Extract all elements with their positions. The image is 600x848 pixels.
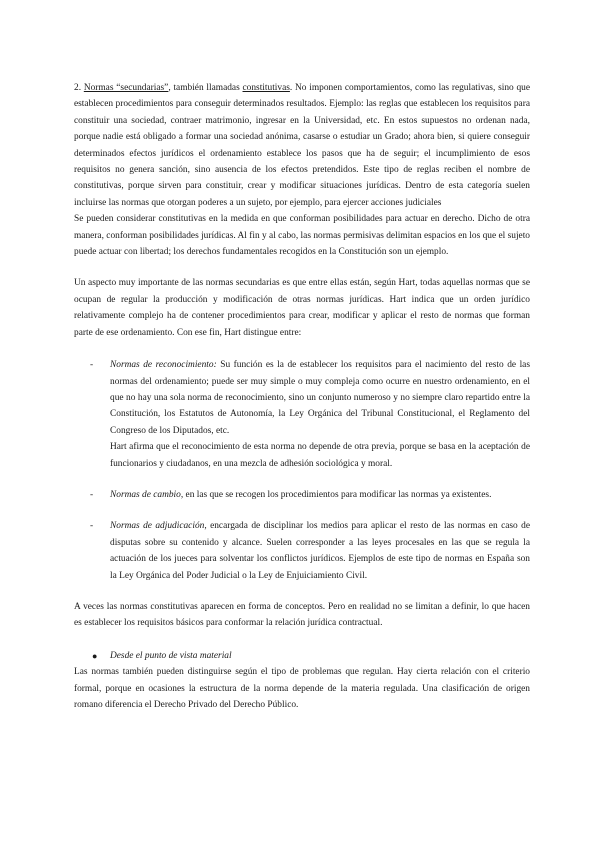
section-body-text: . No imponen comportamientos, como las regulativas, sino que establecen procedimientos para conseguir determinados resultados. Ejemplo: las reglas que establecen los requisitos para constituir una sociedad, contraer matrimonio, ingresar en la Universidad, etc. En estos supuestos no ordenan nada, porque nadie está obligado a formar una sociedad anónima, casarse o estudiar un Grado; ahora bien, si quiere conseguir determinados efectos jurídicos el ordenamiento establece los pasos que ha de seguir; el incumplimiento de esos requisitos no genera sanción, sino ausencia de los efectos pretendidos. Este tipo de reglas reciben el nombre de constitutivas, porque sirven para constituir, crear y modificar situaciones jurídicas. Dentro de esta categoría suelen incluirse las normas que otorgan poderes a un sujeto, por ejemplo, para ejercer acciones judiciales (74, 83, 531, 208)
paragraph-permissive: Se pueden considerar constitutivas en la medida en que conforman posibilidades para actuar en derecho. Dicho de otra manera, conforman posibilidades jurídicas. Al fin y al cabo, las normas permisivas delimitan espacios en los que el sujeto puede actuar con libertad; los derechos fundamentales recogidos en la Constitución son un ejemplo. (74, 214, 530, 258)
item-text: , encargada de disciplinar los medios para aplicar el resto de las normas en caso de disputas sobre su contenido y alcance. Suelen corresponder a las leyes procesales en las que se regula la actuación de los jueces para solventar los conflictos jurídicos. Ejemplos de este tipo de normas en España son la Ley Orgánica del Poder Judicial o la Ley de Enjuiciamiento Civil. (110, 521, 530, 581)
paragraph-hart: Un aspecto muy importante de las normas secundarias es que entre ellas están, según Hart, todas aquellas normas que se ocupan de regular la producción y modificación de otras normas jurídicas. Hart indica que un orden jurídico relativamente complejo ha de contener procedimientos para crear, modificar y aplicar el resto de normas que forman parte de ese ordenamiento. Con ese fin, Hart distingue entre: (74, 278, 530, 338)
item-title: Normas de reconocimiento: (110, 360, 217, 371)
term-secundarias: Normas “secundarias” (83, 83, 169, 93)
paragraph-concepts: A veces las normas constitutivas aparecen en forma de conceptos. Pero en realidad no se limitan a definir, lo que hacen es establecer los requisitos básicos para conformar la relación jurídica contractual. (74, 601, 530, 629)
list-item-adjudicacion (74, 518, 530, 584)
section-2-paragraph (74, 80, 530, 211)
paragraph-material: Las normas también pueden distinguirse según el tipo de problemas que regulan. Hay cierta relación con el criterio formal, porque en ocasiones la estructura de la norma depende de la materia regulada. Una clasificación de origen romano diferencia el Derecho Privado del Derecho Público. (74, 667, 530, 710)
section-mid-text: , también llamadas (168, 83, 243, 93)
item-extra: Hart afirma que el reconocimiento de esta norma no depende de otra previa, porque se basa en la aceptación de funcionarios y ciudadanos, en una mezcla de adhesión sociológica y moral. (110, 442, 530, 469)
list-item-cambio (74, 487, 530, 503)
item-title: Normas de cambio, (110, 489, 184, 500)
item-title: Normas de adjudicación (110, 521, 205, 532)
norm-types-list (74, 357, 530, 584)
item-text: Su función es la de establecer los requisitos para el nacimiento del resto de las normas del ordenamiento; puede ser muy simple o muy compleja como ocurre en nuestro ordenamiento, en el que no hay una sola norma de reconocimiento, sino un conjunto numeroso y no siempre claro repartido entre la Constitución, los Estatutos de Autonomía, la Ley Orgánica del Tribunal Constitucional, el Reglamento del Congreso de los Diputados, etc. (110, 360, 530, 436)
dash-marker: - (90, 489, 94, 500)
item-text: en las que se recogen los procedimientos para modificar las normas ya existentes. (183, 489, 492, 500)
bullet-material (74, 648, 530, 664)
dash-marker: - (90, 521, 94, 532)
term-constitutivas: constitutivas (242, 83, 290, 93)
list-item-reconocimiento (74, 357, 530, 472)
bullet-icon: ● (92, 650, 98, 661)
bullet-heading: Desde el punto de vista material (110, 650, 232, 661)
section-number: 2. (74, 83, 84, 93)
dash-marker: - (90, 360, 94, 371)
